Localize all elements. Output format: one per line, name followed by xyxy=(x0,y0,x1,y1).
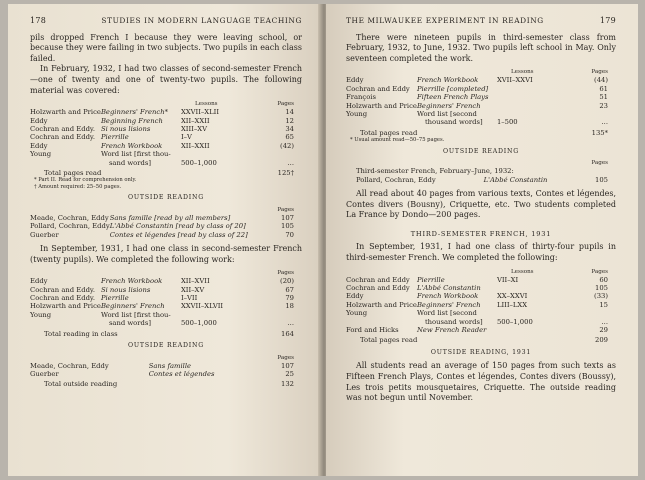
table-cell: thousand words] xyxy=(424,317,483,326)
table-cell: Total outside reading xyxy=(44,380,118,389)
table-cell: 500–1,000 xyxy=(180,319,217,328)
table-cell xyxy=(253,311,302,319)
paragraph: In February, 1932, I had two classes of second-semester French —one of twenty and one of twenty-two pupils. The following material was covered: xyxy=(30,64,302,95)
table-cell: François xyxy=(346,93,376,102)
table-cell xyxy=(583,110,616,118)
table-cell: Holzwarth and Price xyxy=(30,302,101,311)
table-cell: 79 xyxy=(285,294,294,303)
table-cell: Cochran and Eddy. xyxy=(30,294,96,303)
table-row xyxy=(30,214,302,222)
table-cell: (33) xyxy=(594,292,608,301)
table-cell: French Workbook xyxy=(416,292,479,301)
table-cell: I–VII xyxy=(180,294,198,303)
table-cell: LIII–LXX xyxy=(496,300,528,309)
right-page xyxy=(326,4,638,476)
table-cell: Pages xyxy=(591,160,608,167)
table-row xyxy=(30,108,302,116)
table-cell: 34 xyxy=(285,124,294,133)
table-cell: L'Abbé Constantin [read by class of 20] xyxy=(109,222,246,231)
table-cell: Contes et légendes [read by class of 22] xyxy=(109,230,248,239)
table-cell: Guerber xyxy=(30,230,59,239)
table-cell: 107 xyxy=(281,361,294,370)
paragraph: All read about 40 pages from various texts, Contes et légendes, Contes divers (Bousny), Criquette, etc. Two students completed La France by Dondo—200 pages. xyxy=(346,189,616,220)
table-cell: XXVII–XLVII xyxy=(180,302,224,311)
table-cell: thousand words] xyxy=(424,118,483,127)
table-cell: Third-semester French, February–June, 1932: xyxy=(356,167,514,176)
material-table xyxy=(346,269,616,345)
table-row xyxy=(30,311,302,319)
table-cell xyxy=(497,85,583,93)
table-cell: 70 xyxy=(285,230,294,239)
table-cell: 15 xyxy=(599,300,608,309)
table-cell: Young xyxy=(346,309,368,318)
table-row xyxy=(30,370,302,378)
table-cell: Meade, Cochran, Eddy xyxy=(30,213,109,222)
table-cell: Beginners' French xyxy=(416,101,481,110)
table-cell: Contes et légendes xyxy=(148,370,215,379)
table-cell: Cochran and Eddy. xyxy=(30,124,96,133)
table-cell: 25 xyxy=(285,370,294,379)
material-table xyxy=(30,101,302,177)
table-cell: French Workbook xyxy=(416,76,479,85)
table-cell: XX–XXVI xyxy=(496,292,528,301)
paragraph: pils dropped French I because they were leaving school, or because they were failing in two subjects. Two pupils in each class failed. xyxy=(30,32,302,63)
column-header: Pages xyxy=(277,101,294,108)
table-cell: 125† xyxy=(277,169,294,177)
table-row xyxy=(30,133,302,141)
section-caption: OUTSIDE READING xyxy=(128,342,204,350)
table-cell xyxy=(30,319,101,327)
left-page xyxy=(8,4,322,476)
table-row xyxy=(346,326,616,334)
table-cell xyxy=(267,150,302,158)
table-cell: 105 xyxy=(281,222,294,231)
paragraph: All students read an average of 150 pages from such texts as Fifteen French Plays, Contes et légendes, Contes divers (Boussy), Les trois petits mousquetaires, Criquette. The outside reading was not begun until November. xyxy=(346,361,616,403)
table-cell: Beginning French xyxy=(100,116,163,125)
total-row xyxy=(346,334,616,344)
table-cell: 51 xyxy=(599,93,608,102)
table-cell: 67 xyxy=(285,285,294,294)
table-cell: ... xyxy=(287,158,294,167)
table-row xyxy=(346,118,616,126)
table-cell: XII–XXII xyxy=(180,141,210,150)
table-cell: Pierrille xyxy=(100,133,129,142)
table-row xyxy=(346,309,616,317)
total-row xyxy=(346,127,616,137)
table-cell: Lessons xyxy=(510,69,534,76)
table-row xyxy=(30,159,302,167)
section-caption: OUTSIDE READING xyxy=(443,147,519,155)
table-cell: Pierrille xyxy=(416,275,445,284)
table-cell: Eddy xyxy=(346,76,364,85)
table-cell: Total pages read xyxy=(44,169,102,177)
table-cell xyxy=(181,311,253,319)
table-cell: Total reading in class xyxy=(44,329,118,338)
table-cell: XII–XVII xyxy=(180,277,210,286)
table-cell: Word list [first thou- xyxy=(100,150,171,159)
table-cell: Pierrille xyxy=(100,294,129,303)
paragraph: There were nineteen pupils in third-semester class from February, 1932, to June, 1932. Two pupils left school in May. Only seventeen completed the work. xyxy=(346,32,616,63)
table-cell: Pollard, Cochran, Eddy xyxy=(356,175,436,184)
table-row xyxy=(346,284,616,292)
table-cell: Sans famille xyxy=(148,361,192,370)
footnote: † Amount required: 25–50 pages. xyxy=(34,183,122,190)
table-row xyxy=(30,294,302,302)
table-cell: ... xyxy=(287,319,294,328)
table-cell: Cochran and Eddy xyxy=(346,284,410,292)
table-cell: Word list [first thou- xyxy=(100,310,171,319)
table-cell: 14 xyxy=(285,108,294,117)
table-cell xyxy=(346,118,417,126)
table-row xyxy=(346,318,616,326)
table-cell: Ford and Hicks xyxy=(346,326,399,335)
table-row xyxy=(346,292,616,300)
table-row xyxy=(30,125,302,133)
table-cell: Cochran and Eddy. xyxy=(30,285,96,294)
outside-reading-table xyxy=(30,207,302,239)
table-cell: Total pages read xyxy=(360,128,418,137)
table-cell: (42) xyxy=(280,141,294,150)
footnote: * Usual amount read—50–75 pages. xyxy=(350,137,445,144)
table-cell: 500–1,000 xyxy=(180,158,217,167)
table-cell xyxy=(583,309,616,317)
table-cell: Pages xyxy=(591,268,608,275)
table-row xyxy=(30,222,302,230)
table-cell: Holzwarth and Price xyxy=(30,108,101,117)
table-cell: 135* xyxy=(591,128,608,137)
page-number: 178 xyxy=(30,16,47,25)
table-cell: 105 xyxy=(595,284,608,292)
table-cell: 60 xyxy=(599,275,608,284)
table-cell: Word list [second xyxy=(416,110,477,118)
table-cell: Pages xyxy=(277,270,294,277)
right-page-header xyxy=(346,16,616,27)
left-page-header xyxy=(30,16,302,27)
table-cell: Si nous lisions xyxy=(100,124,151,133)
table-cell: Word list [second xyxy=(416,309,477,318)
section-heading: THIRD-SEMESTER FRENCH, 1931 xyxy=(410,229,552,238)
table-row xyxy=(30,231,302,239)
running-title: STUDIES IN MODERN LANGUAGE TEACHING xyxy=(101,16,302,25)
table-cell: ... xyxy=(601,317,608,326)
table-row xyxy=(30,302,302,310)
table-cell: Eddy xyxy=(30,116,48,125)
table-row xyxy=(30,117,302,125)
table-row xyxy=(346,76,616,84)
table-cell: Pages xyxy=(591,69,608,76)
column-header: Lessons xyxy=(194,101,218,108)
table-cell: 107 xyxy=(281,213,294,222)
table-cell: Pollard, Cochran, Eddy xyxy=(30,222,110,231)
table-cell: sand words] xyxy=(108,319,152,328)
table-cell: Pierrille [completed] xyxy=(416,84,489,93)
table-cell: Young xyxy=(30,150,52,159)
table-cell: Total pages read xyxy=(360,336,418,345)
table-row xyxy=(30,286,302,294)
material-table xyxy=(30,270,302,338)
table-cell xyxy=(497,309,583,317)
table-cell xyxy=(497,284,583,292)
table-cell: New French Reader xyxy=(416,326,487,335)
table-cell: Young xyxy=(346,110,368,118)
table-cell: Eddy xyxy=(30,277,48,286)
table-cell xyxy=(497,102,583,110)
table-row xyxy=(346,85,616,93)
table-cell: ... xyxy=(601,118,608,127)
table-cell xyxy=(497,93,583,101)
running-title: THE MILWAUKEE EXPERIMENT IN READING xyxy=(346,16,544,25)
table-row xyxy=(346,301,616,309)
table-cell: French Workbook xyxy=(100,277,163,286)
table-cell: L'Abbé Constantin xyxy=(416,284,481,292)
table-cell: Eddy xyxy=(346,292,364,301)
total-row xyxy=(30,378,302,388)
table-cell: Meade, Cochran, Eddy xyxy=(30,361,109,370)
table-cell: XXVII–XLII xyxy=(180,108,220,117)
table-cell: Cochran and Eddy xyxy=(346,275,410,284)
table-cell: VII–XI xyxy=(496,275,519,284)
table-cell: XII–XXII xyxy=(180,116,210,125)
section-caption: OUTSIDE READING, 1931 xyxy=(430,348,532,356)
table-row xyxy=(346,110,616,118)
table-cell: XII–XV xyxy=(180,285,205,294)
table-cell xyxy=(497,110,583,118)
total-row xyxy=(30,328,302,338)
table-cell: (44) xyxy=(594,76,608,85)
table-cell: Holzwarth and Price xyxy=(346,101,417,110)
table-cell: Lessons xyxy=(510,268,534,275)
page-number: 179 xyxy=(599,16,616,25)
table-cell: 29 xyxy=(599,326,608,335)
table-row xyxy=(346,93,616,101)
table-row xyxy=(346,102,616,110)
table-cell: Beginners' French xyxy=(100,302,165,311)
table-cell: Sans famille [read by all members] xyxy=(109,213,231,222)
table-cell: (20) xyxy=(280,277,294,286)
table-cell: Young xyxy=(30,310,52,319)
table-cell: 65 xyxy=(285,133,294,142)
table-cell: XIII–XV xyxy=(180,124,207,133)
section-caption: OUTSIDE READING xyxy=(128,194,204,202)
material-table xyxy=(346,69,616,137)
table-cell: Eddy xyxy=(30,141,48,150)
table-cell: 500–1,000 xyxy=(496,317,533,326)
table-row xyxy=(30,319,302,327)
footnote: * Part II. Read for comprehension only. xyxy=(34,177,137,184)
table-cell: 18 xyxy=(285,302,294,311)
table-cell: sand words] xyxy=(108,158,152,167)
table-row xyxy=(346,167,616,175)
table-cell: Beginners' French* xyxy=(100,108,168,117)
table-cell: Cochran and Eddy. xyxy=(30,133,96,142)
table-cell: 1–500 xyxy=(496,118,518,127)
table-cell: Guerber xyxy=(30,370,59,379)
table-cell: 23 xyxy=(599,101,608,110)
table-cell: 61 xyxy=(599,84,608,93)
table-cell xyxy=(497,326,583,334)
table-cell: Beginners' French xyxy=(416,300,481,309)
table-row xyxy=(30,150,302,158)
outside-reading-table xyxy=(30,355,302,389)
table-cell: 12 xyxy=(285,116,294,125)
table-cell: Pages xyxy=(277,206,294,213)
total-row xyxy=(30,167,302,177)
outside-reading-table xyxy=(346,160,616,184)
table-cell: Cochran and Eddy xyxy=(346,84,410,93)
table-cell: XVII–XXVI xyxy=(496,76,533,85)
table-cell: 105 xyxy=(595,175,608,184)
table-row xyxy=(30,142,302,150)
table-cell xyxy=(30,159,101,167)
table-cell: Holzwarth and Price xyxy=(346,300,417,309)
table-cell: Pages xyxy=(277,354,294,361)
table-row xyxy=(346,176,616,184)
table-cell: 209 xyxy=(595,336,608,345)
table-cell: 164 xyxy=(281,329,294,338)
table-cell: Si nous lisions xyxy=(100,285,151,294)
table-cell xyxy=(346,318,417,326)
table-row xyxy=(30,277,302,285)
paragraph: In September, 1931, I had one class in second-semester French (twenty pupils). We completed the following work: xyxy=(30,244,302,264)
table-cell: L'Abbé Constantin xyxy=(483,175,548,184)
table-row xyxy=(30,362,302,370)
table-cell: French Workbook xyxy=(100,141,163,150)
table-cell xyxy=(181,150,267,158)
table-cell xyxy=(581,167,616,175)
table-cell: I–V xyxy=(180,133,192,142)
table-cell: 132 xyxy=(281,380,294,389)
table-cell: Fifteen French Plays xyxy=(416,93,489,102)
table-row xyxy=(346,276,616,284)
paragraph: In September, 1931, I had one class of thirty-four pupils in third-semester French. We completed the following: xyxy=(346,242,616,262)
